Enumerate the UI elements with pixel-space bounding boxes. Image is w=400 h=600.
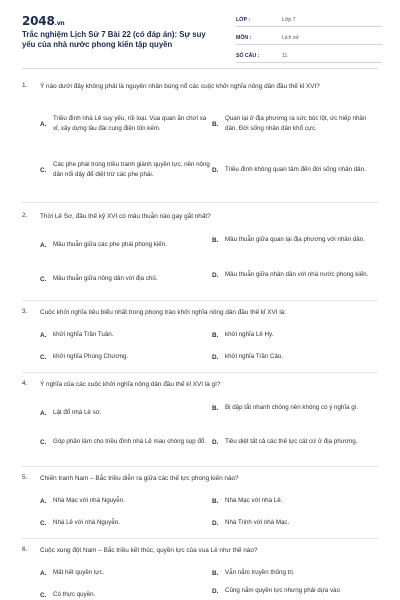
question-divider — [22, 466, 378, 467]
option-text: khởi nghĩa Trần Tuân. — [53, 331, 114, 338]
option-text: Lật đổ nhà Lê sơ. — [53, 409, 102, 416]
option-letter: A. — [40, 241, 47, 249]
option-text: Bị dập tắt nhanh chóng nên không có ý nghĩa gì. — [225, 404, 359, 411]
option-text: Nhà Mạc với nhà Nguyễn. — [53, 497, 125, 504]
option-a[interactable] — [40, 114, 210, 134]
option-text: Các phe phái trong triều tranh giành quyền lực, nên nông dân nổi dậy để diệt trừ các phe phái. — [53, 161, 210, 178]
option-b[interactable] — [212, 114, 378, 134]
question-number: 2. — [22, 212, 28, 219]
option-text: Vẫn nắm truyền thống trị. — [225, 569, 295, 576]
option-a[interactable] — [40, 408, 210, 418]
option-letter: D. — [212, 271, 219, 279]
option-letter: A. — [40, 120, 47, 128]
question-number: 6. — [22, 546, 28, 553]
question-text: Chiến tranh Nam – Bắc triều diễn ra giữa các thế lực phong kiến nào? — [40, 475, 239, 482]
option-text: khởi nghĩa Phùng Chương. — [53, 353, 129, 360]
option-d[interactable] — [212, 518, 378, 528]
question-6 — [22, 546, 378, 600]
option-c[interactable] — [40, 437, 210, 447]
option-text: Quan lại ở địa phương ra sức bóc lột, ức hiếp nhân dân. Đời sống nhân dân khổ cực. — [225, 115, 367, 132]
option-text: Có thực quyền. — [53, 591, 96, 598]
question-number: 5. — [22, 474, 28, 481]
question-text: Cuộc xung đột Nam – Bắc triều kết thúc, quyền lực của vua Lê như thế nào? — [40, 547, 258, 554]
option-text: khởi nghĩa Lê Hy. — [225, 331, 274, 338]
site-logo[interactable] — [22, 14, 64, 28]
question-1 — [22, 82, 378, 192]
option-b[interactable] — [212, 330, 378, 340]
option-letter: D. — [212, 438, 219, 446]
option-text: Nhà Lê với nhà Nguyễn. — [53, 519, 121, 526]
option-c[interactable] — [40, 274, 210, 284]
option-text: Mất hết quyền lực. — [53, 569, 105, 576]
option-letter: A. — [40, 409, 47, 417]
meta-value: Lịch sử — [282, 34, 300, 41]
meta-row-count — [236, 49, 382, 63]
option-a[interactable] — [40, 568, 210, 578]
option-letter: C. — [40, 591, 47, 599]
option-letter: B. — [212, 331, 219, 339]
option-a[interactable] — [40, 330, 210, 340]
option-text: Mâu thuẫn giữa quan lại địa phương với nhân dân. — [225, 236, 365, 243]
option-letter: A. — [40, 569, 47, 577]
question-5 — [22, 474, 378, 534]
question-divider — [22, 372, 378, 373]
option-text: Triều đình nhà Lê suy yếu, rối loại. Vua quan ăn chơi xa xỉ, xây dựng lâu đài cung điện tốn kém. — [53, 115, 207, 132]
option-a[interactable] — [40, 496, 210, 506]
option-d[interactable] — [212, 352, 378, 362]
question-2 — [22, 212, 378, 292]
quiz-meta — [236, 13, 382, 67]
option-letter: B. — [212, 236, 219, 244]
option-d[interactable] — [212, 586, 378, 596]
question-divider — [22, 300, 378, 301]
page-header — [0, 0, 400, 68]
option-text: Mâu thuẫn giữa nông dân với địa chủ. — [53, 275, 158, 282]
option-letter: B. — [212, 120, 219, 128]
option-letter: C. — [40, 275, 47, 283]
option-letter: D. — [212, 519, 219, 527]
option-letter: B. — [212, 404, 219, 412]
option-text: Mâu thuẫn giữa nhân dân với nhà nước phong kiến. — [225, 271, 369, 278]
question-text: Ý nào dưới đây không phải là nguyên nhân bùng nổ các cuộc khởi nghĩa nông dân đầu thế kỉ XVI? — [40, 83, 320, 90]
question-number: 3. — [22, 308, 28, 315]
option-text: khởi nghĩa Trần Cảo. — [225, 353, 284, 360]
question-text: Thời Lê Sơ, đầu thế kỷ XVI có mâu thuẫn nào gay gắt nhất? — [40, 213, 211, 220]
option-text: Triều đình không quan tâm đến đời sống nhân dân. — [225, 166, 366, 173]
option-letter: B. — [212, 497, 219, 505]
question-text: Ý nghĩa của các cuộc khởi nghĩa nông dân đầu thế kỉ XVI là gì? — [40, 381, 221, 388]
meta-label: SỐ CÂU : — [236, 52, 260, 59]
option-d[interactable] — [212, 437, 378, 447]
question-divider — [22, 538, 378, 539]
meta-value: Lớp 7 — [282, 16, 296, 23]
option-c[interactable] — [40, 160, 210, 180]
meta-row-class — [236, 13, 382, 27]
option-b[interactable] — [212, 496, 378, 506]
option-letter: B. — [212, 569, 219, 577]
option-letter: C. — [40, 166, 47, 174]
option-letter: C. — [40, 438, 47, 446]
option-text: Tiêu diệt tất cả các thế lực cát cứ ở địa phương. — [225, 438, 358, 445]
question-4 — [22, 380, 378, 460]
option-letter: C. — [40, 353, 47, 361]
option-b[interactable] — [212, 568, 378, 578]
question-text: Cuộc khởi nghĩa tiêu biểu nhất trong phong trào khởi nghĩa nông dân đầu thế kỉ XVI là: — [40, 309, 287, 316]
option-letter: D. — [212, 587, 219, 595]
option-letter: A. — [40, 331, 47, 339]
option-text: Cũng nắm quyền lực nhưng phải dựa vào — [225, 587, 340, 594]
option-c[interactable] — [40, 352, 210, 362]
option-text: Mâu thuẫn giữa các phe phái phong kiến. — [53, 241, 167, 248]
option-b[interactable] — [212, 235, 378, 245]
question-divider — [22, 202, 378, 203]
meta-label: MÔN : — [236, 34, 252, 41]
option-letter: D. — [212, 166, 219, 174]
header-divider — [22, 68, 378, 69]
option-b[interactable] — [212, 403, 378, 413]
option-text: Góp phần làm cho triều đình nhà Lê mau chóng sụp đổ. — [53, 438, 207, 445]
option-d[interactable] — [212, 165, 378, 175]
meta-label: LỚP : — [236, 16, 251, 23]
option-a[interactable] — [40, 240, 210, 250]
option-letter: D. — [212, 353, 219, 361]
option-text: Nhà Mạc với nhà Lê. — [225, 497, 283, 504]
meta-value: 11 — [282, 52, 288, 59]
logo-suffix: .vn — [54, 20, 65, 27]
logo-main: 2048 — [22, 14, 55, 28]
option-d[interactable] — [212, 270, 378, 280]
page-title: Trắc nghiệm Lịch Sử 7 Bài 22 (có đáp án): Sự suy yếu của nhà nước phong kiến tập quyền — [22, 30, 206, 49]
option-letter: A. — [40, 497, 47, 505]
question-number: 4. — [22, 380, 28, 387]
question-number: 1. — [22, 82, 28, 89]
meta-row-subject — [236, 31, 382, 45]
option-text: Nhà Trịnh với nhà Mạc. — [225, 519, 290, 526]
option-c[interactable] — [40, 518, 210, 528]
option-c[interactable] — [40, 590, 210, 600]
question-3 — [22, 308, 378, 368]
option-letter: C. — [40, 519, 47, 527]
